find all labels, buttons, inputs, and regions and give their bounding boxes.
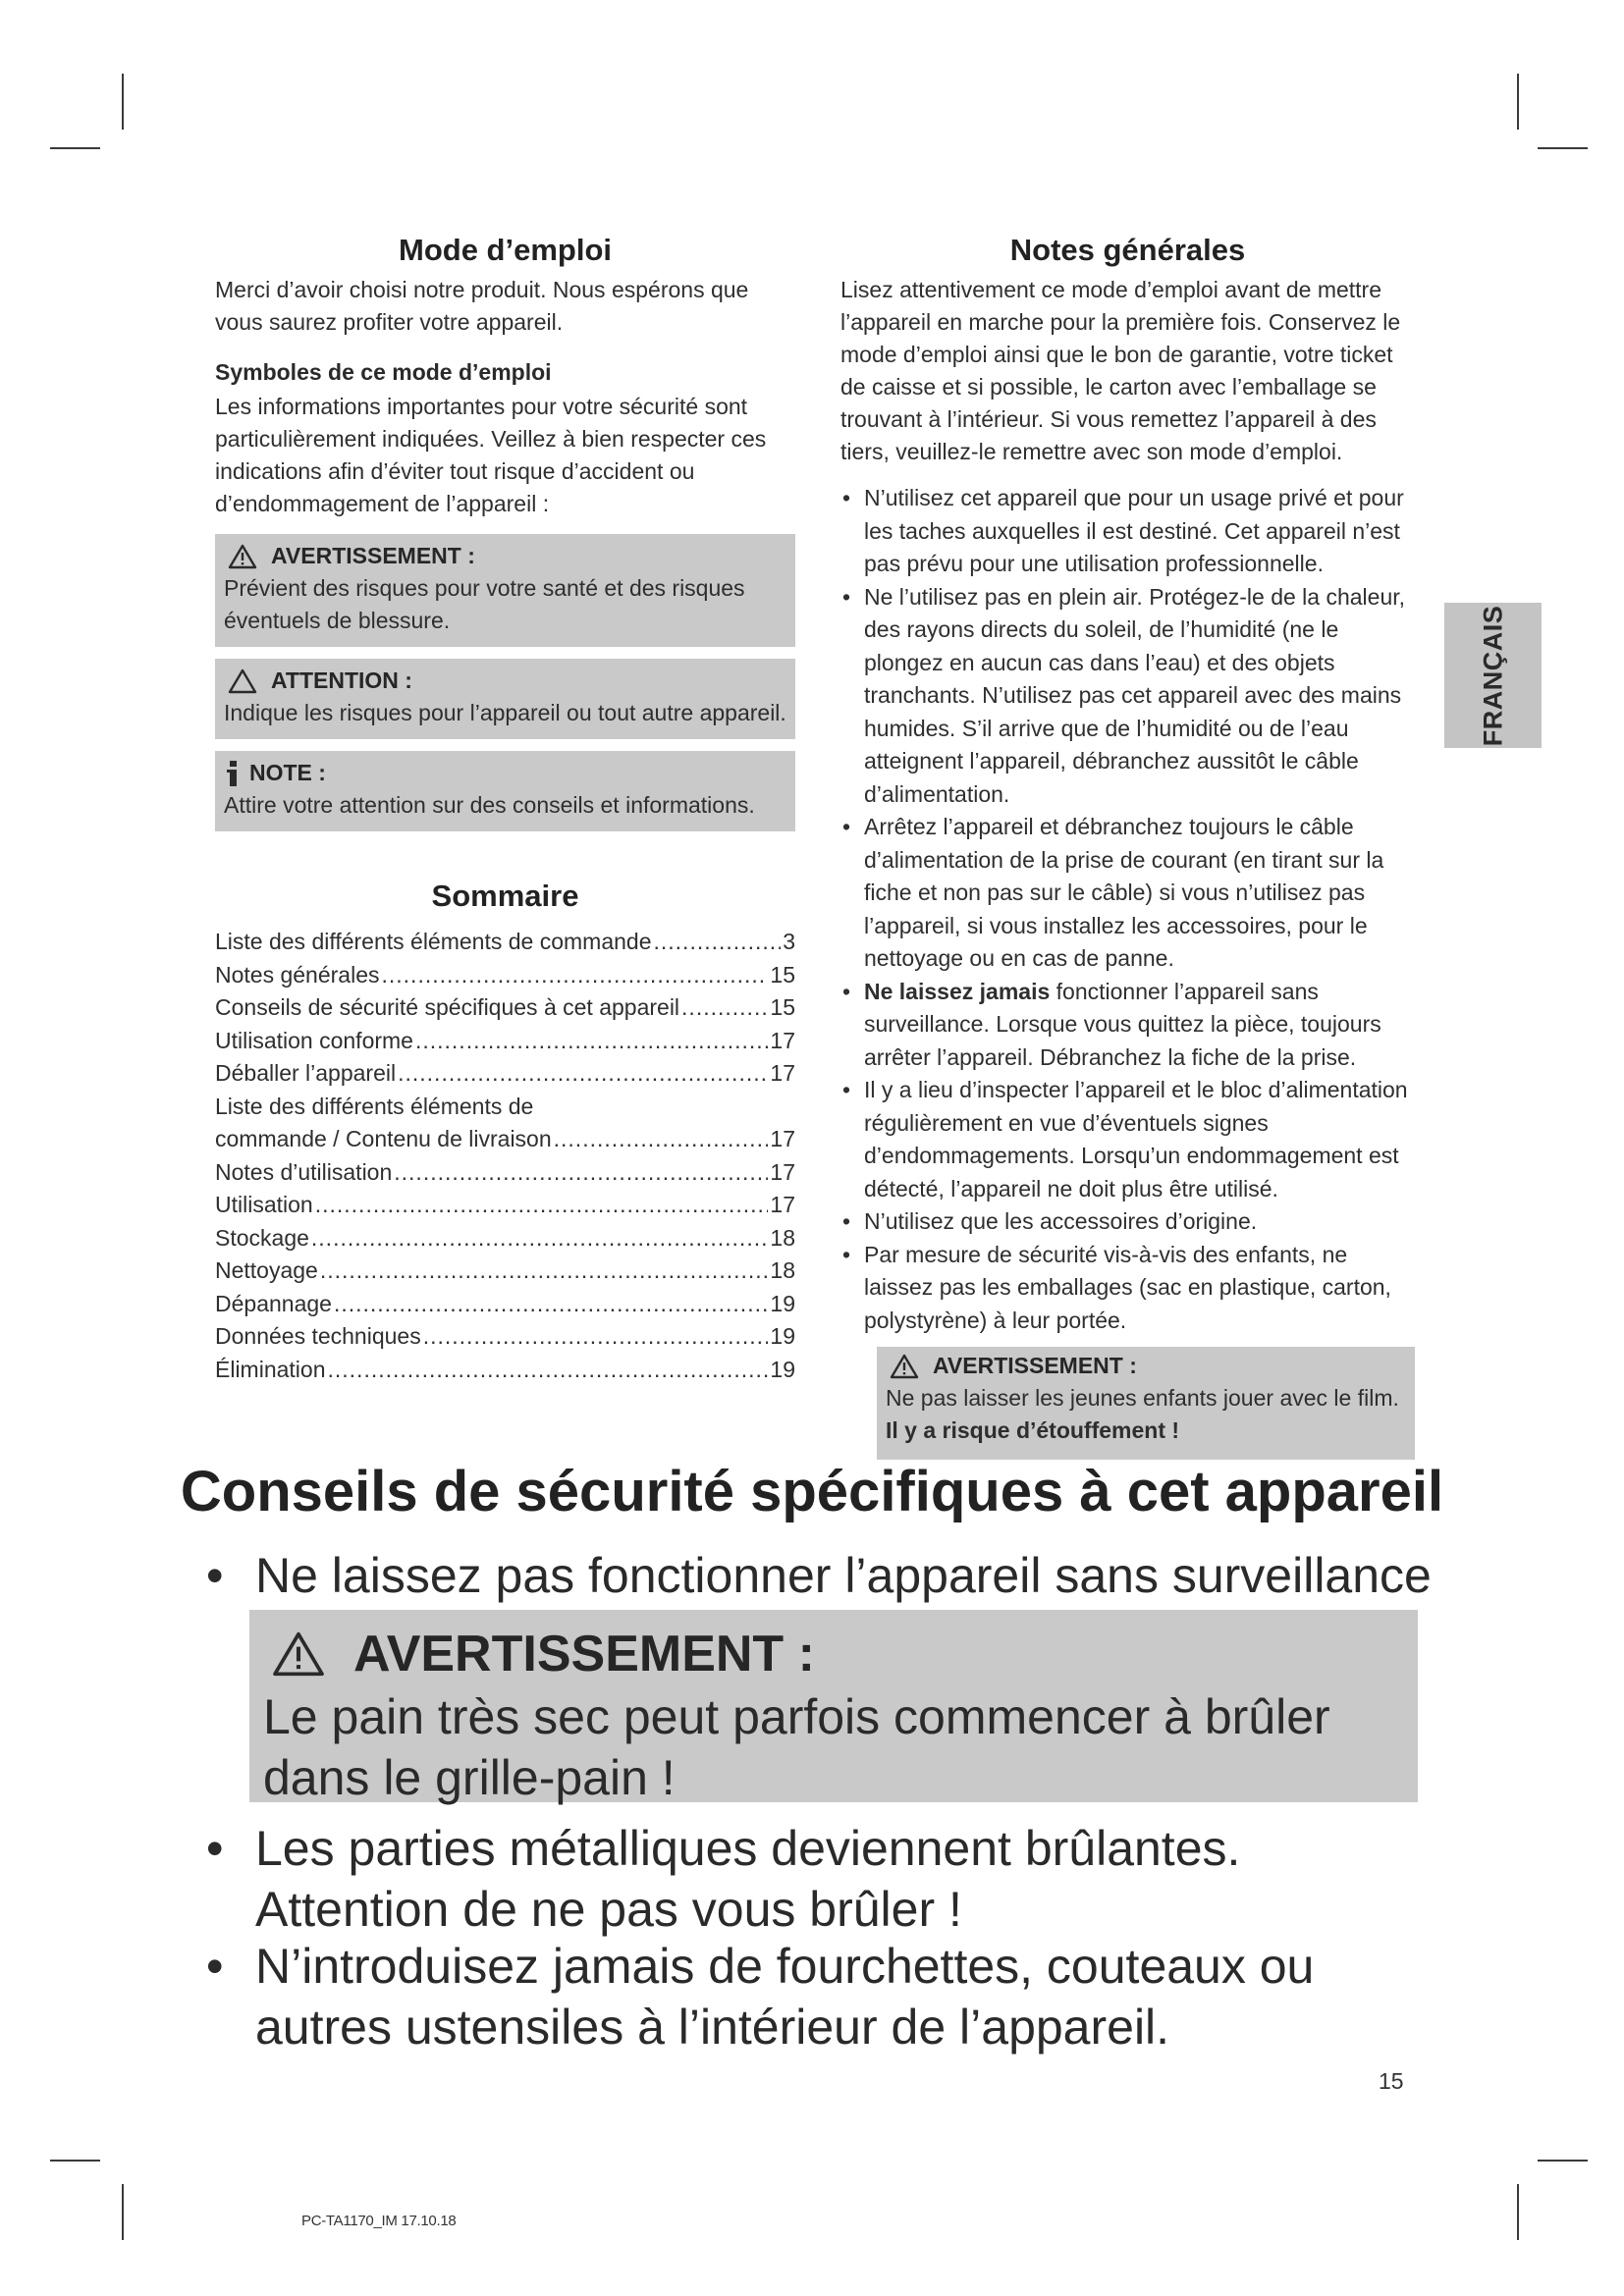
attention-head (224, 665, 787, 697)
right-column (840, 231, 1415, 1460)
warning-triangle-icon (228, 544, 257, 569)
toc-page: 18 (770, 1224, 795, 1251)
toc-page: 15 (770, 961, 795, 988)
toc-leader (328, 1354, 769, 1387)
toc-leader (398, 1057, 768, 1091)
crop-mark (1538, 2160, 1588, 2162)
children-warning-bold: Il y a risque d’étouffement ! (886, 1417, 1180, 1443)
toc-leader (394, 1156, 768, 1190)
crop-mark (50, 2160, 100, 2162)
toc-row (215, 991, 795, 1025)
toc-label: Déballer l’appareil (215, 1060, 397, 1086)
warning-label: AVERTISSEMENT : (353, 1626, 815, 1682)
toc-leader (382, 959, 769, 992)
toc-row (215, 959, 795, 992)
toc-label: Nettoyage (215, 1257, 318, 1283)
toc-page: 17 (770, 1158, 795, 1185)
info-icon (226, 761, 240, 786)
list-item: • Par mesure de sécurité vis-à-vis des enfants, ne laissez pas les emballages (sac en plastique, carton, polystyrène) à leur portée. (842, 1241, 1391, 1333)
big-bullet-1: • Ne laissez pas fonctionner l’appareil sans surveillance (206, 1548, 1432, 1603)
footer-code: PC-TA1170_IM 17.10.18 (301, 2213, 457, 2229)
toc-row (215, 1354, 795, 1387)
toc-leader (554, 1123, 769, 1156)
language-tab (1444, 603, 1542, 748)
toc-row (215, 1057, 795, 1091)
sommaire-title: Sommaire (431, 879, 579, 913)
warning-triangle-icon (890, 1354, 919, 1379)
toaster-warning-text: Le pain très sec peut parfois commencer à brûler dans le grille-pain ! (263, 1689, 1330, 1805)
note-box (215, 751, 795, 831)
toc-label: Notes d’utilisation (215, 1158, 393, 1185)
toc-row (215, 1025, 795, 1058)
mode-emploi-title: Mode d’emploi (399, 233, 612, 267)
warning-box (215, 534, 795, 647)
children-warning-box (877, 1347, 1415, 1460)
toc-row (215, 1255, 795, 1288)
toc-row (215, 1320, 795, 1354)
language-tab-label: FRANÇAIS (1478, 605, 1507, 746)
toaster-warning-head (263, 1622, 1404, 1686)
toc-row (215, 1222, 795, 1255)
toc-row (215, 1288, 795, 1321)
crop-mark (1517, 74, 1519, 130)
warning-label: AVERTISSEMENT : (271, 543, 475, 568)
crop-mark (1538, 147, 1588, 149)
big-bullet-3: • N’introduisez jamais de fourchettes, couteaux ou autres ustensiles à l’intérieur de l’appareil. (206, 1939, 1315, 2055)
toc-label: Stockage (215, 1224, 309, 1251)
note-text: Attire votre attention sur des conseils et informations. (224, 792, 755, 818)
crop-mark (1517, 2184, 1519, 2240)
table-of-contents (215, 926, 795, 1386)
toc-leader (423, 1320, 769, 1354)
toc-page: 17 (770, 1126, 795, 1151)
list-item: • Ne laissez jamais fonctionner l’appareil sans surveillance. Lorsque vous quittez la pièce, toujours arrêter l’appareil. Débranchez la fiche de la prise. (842, 978, 1381, 1070)
note-label: NOTE : (249, 760, 326, 785)
toc-page: 19 (770, 1323, 795, 1349)
toc-label: Utilisation (215, 1192, 313, 1217)
crop-mark (122, 74, 124, 130)
toc-leader (681, 991, 768, 1025)
toc-row (215, 1091, 795, 1124)
warning-head (224, 540, 787, 572)
toc-row (215, 1123, 795, 1156)
attention-box (215, 659, 795, 739)
toc-label: Élimination (215, 1356, 326, 1382)
list-item: • N’utilisez cet appareil que pour un usage privé et pour les taches auxquelles il est destiné. Cet appareil n’est pas prévu pour une utilisation professionnelle. (842, 485, 1404, 576)
toc-label: Liste des différents éléments de (215, 1093, 534, 1119)
notes-generales-title: Notes générales (1009, 233, 1246, 267)
symbols-title: Symboles de ce mode d’emploi (215, 359, 552, 385)
list-item: • Ne l’utilisez pas en plein air. Protégez-le de la chaleur, des rayons directs du soleil, de l’humidité (ne le plongez en aucun cas dans l’eau) et des objets tranchants. N’utilisez pas cet appareil avec des mains humides. S’il arrive que de l’humidité ou de l’eau atteignent l’appareil, débranchez aussitôt le câble d’alimentation. (842, 583, 1406, 807)
intro-text: Merci d’avoir choisi notre produit. Nous espérons que vous saurez profiter votre appareil. (215, 277, 749, 335)
toc-leader (654, 926, 782, 959)
notes-list (840, 482, 1415, 1337)
toc-page: 19 (770, 1290, 795, 1316)
toc-label: Données techniques (215, 1323, 421, 1349)
note-head (224, 757, 787, 789)
attention-label: ATTENTION : (271, 667, 412, 693)
toc-leader (315, 1189, 769, 1222)
toc-page: 17 (770, 1027, 795, 1053)
warning-label: AVERTISSEMENT : (933, 1353, 1137, 1378)
toc-label: commande / Contenu de livraison (215, 1126, 552, 1151)
crop-mark (50, 147, 100, 149)
toc-leader (415, 1025, 768, 1058)
toc-label: Dépannage (215, 1290, 332, 1316)
attention-triangle-icon (228, 668, 257, 694)
warning-triangle-icon (271, 1630, 326, 1678)
toc-label: Liste des différents éléments de commande (215, 929, 652, 954)
toc-row (215, 1156, 795, 1190)
toc-page: 17 (770, 1060, 795, 1086)
left-column (215, 231, 795, 1386)
toc-leader (334, 1288, 768, 1321)
big-bullet-2: • Les parties métalliques deviennent brûlantes. Attention de ne pas vous brûler ! (206, 1821, 1241, 1937)
toc-page: 3 (783, 929, 795, 954)
attention-text: Indique les risques pour l’appareil ou tout autre appareil. (224, 700, 786, 725)
notes-intro: Lisez attentivement ce mode d’emploi avant de mettre l’appareil en marche pour la première fois. Conservez le mode d’emploi ainsi que le bon de garantie, votre ticket de caisse et si possible, le carton avec l’emballage se trouvant à l’intérieur. Si vous remettez l’appareil à des tiers, veuillez-le remettre avec son mode d’emploi. (840, 277, 1401, 464)
children-warning-text: Ne pas laisser les jeunes enfants jouer avec le film. (886, 1385, 1399, 1411)
children-warning-head (886, 1350, 1407, 1382)
toc-leader (311, 1222, 769, 1255)
warning-text: Prévient des risques pour votre santé et des risques éventuels de blessure. (224, 575, 745, 633)
toc-label: Conseils de sécurité spécifiques à cet appareil (215, 994, 680, 1020)
page-number: 15 (1379, 2068, 1404, 2094)
symbols-text: Les informations importantes pour votre sécurité sont particulièrement indiquées. Veillez à bien respecter ces indications afin d’éviter tout risque d’accident ou d’endommagement de l’appareil : (215, 394, 767, 516)
toc-row (215, 926, 795, 959)
list-item: • Il y a lieu d’inspecter l’appareil et le bloc d’alimentation régulièrement en vue d’éventuels signes d’endommagements. Lorsqu’un endommagement est détecté, l’appareil ne doit plus être utilisé. (842, 1077, 1408, 1201)
safety-section-title: Conseils de sécurité spécifiques à cet appareil (180, 1460, 1444, 1523)
list-item: • N’utilisez que les accessoires d’origine. (842, 1208, 1258, 1234)
toc-page: 18 (770, 1257, 795, 1283)
toc-page: 17 (770, 1192, 795, 1217)
toc-page: 15 (770, 994, 795, 1020)
crop-mark (122, 2184, 124, 2240)
toc-page: 19 (770, 1356, 795, 1382)
toc-leader (320, 1255, 769, 1288)
list-item: • Arrêtez l’appareil et débranchez toujours le câble d’alimentation de la prise de courant (en tirant sur la fiche et non pas sur le câble) si vous n’utilisez pas l’appareil, si vous installez les accessoires, pour le nettoyage ou en cas de panne. (842, 814, 1384, 971)
toaster-warning-box (249, 1610, 1418, 1805)
toc-row (215, 1189, 795, 1222)
toc-label: Notes générales (215, 961, 380, 988)
toc-label: Utilisation conforme (215, 1027, 413, 1053)
